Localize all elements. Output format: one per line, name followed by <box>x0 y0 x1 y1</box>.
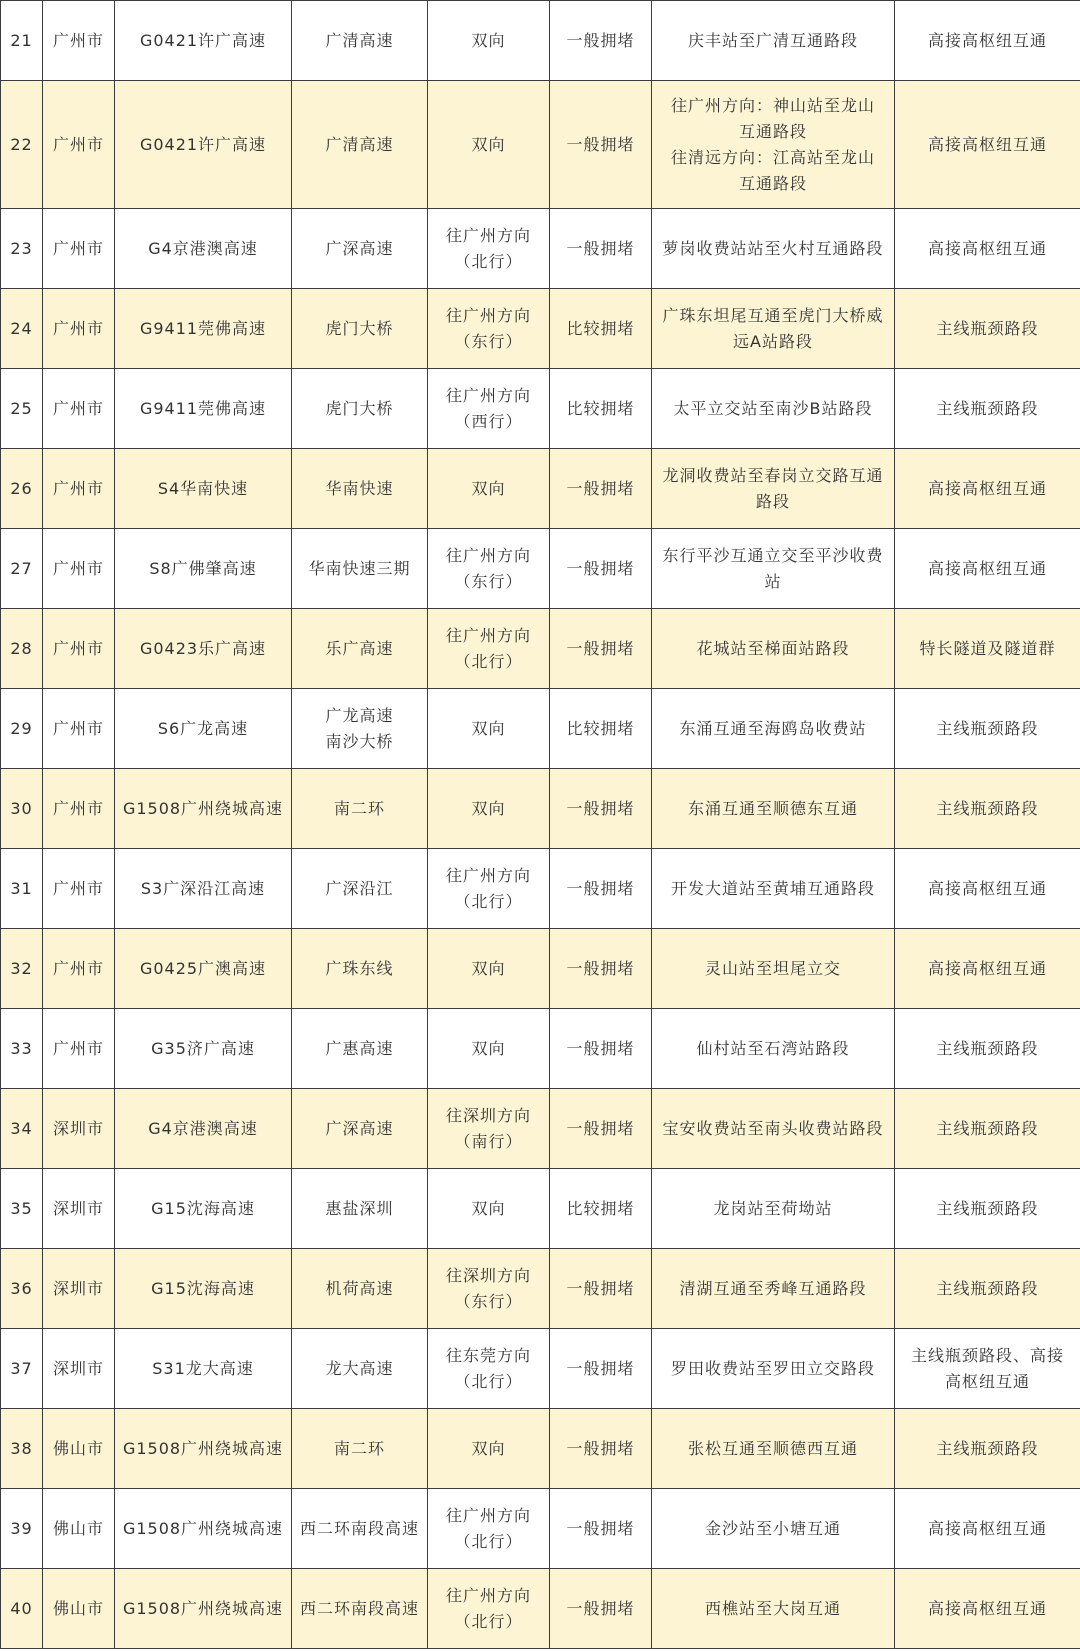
city-cell: 广州市 <box>43 449 115 529</box>
route-cell: G0421许广高速 <box>115 81 292 209</box>
city-cell: 深圳市 <box>43 1089 115 1169</box>
location-cell: 东涌互通至顺德东互通 <box>652 769 895 849</box>
direction-cell: 往广州方向 （北行） <box>428 849 550 929</box>
route-cell: S6广龙高速 <box>115 689 292 769</box>
table-body <box>1 1 1080 1649</box>
route-cell: S31龙大高速 <box>115 1329 292 1409</box>
direction-cell: 往东莞方向 （北行） <box>428 1329 550 1409</box>
table-row <box>1 1569 1080 1649</box>
direction-cell: 双向 <box>428 1 550 81</box>
route-cell: S3广深沿江高速 <box>115 849 292 929</box>
location-cell: 萝岗收费站站至火村互通路段 <box>652 209 895 289</box>
route-cell: G9411莞佛高速 <box>115 289 292 369</box>
city-cell: 广州市 <box>43 1 115 81</box>
direction-cell: 双向 <box>428 81 550 209</box>
route-cell: S8广佛肇高速 <box>115 529 292 609</box>
cause-cell: 主线瓶颈路段 <box>895 1089 1080 1169</box>
direction-cell: 往广州方向 （西行） <box>428 369 550 449</box>
section-cell: 西二环南段高速 <box>292 1569 428 1649</box>
congestion-level-cell: 一般拥堵 <box>550 1009 652 1089</box>
cause-cell: 高接高枢纽互通 <box>895 1569 1080 1649</box>
row-number-cell: 24 <box>1 289 43 369</box>
table-row <box>1 449 1080 529</box>
row-number-cell: 28 <box>1 609 43 689</box>
section-cell: 惠盐深圳 <box>292 1169 428 1249</box>
section-cell: 虎门大桥 <box>292 369 428 449</box>
row-number-cell: 26 <box>1 449 43 529</box>
route-cell: G1508广州绕城高速 <box>115 1409 292 1489</box>
location-cell: 庆丰站至广清互通路段 <box>652 1 895 81</box>
section-cell: 华南快速三期 <box>292 529 428 609</box>
location-cell: 龙岗站至荷坳站 <box>652 1169 895 1249</box>
row-number-cell: 39 <box>1 1489 43 1569</box>
section-cell: 南二环 <box>292 1409 428 1489</box>
congestion-level-cell: 比较拥堵 <box>550 289 652 369</box>
section-cell: 广深沿江 <box>292 849 428 929</box>
direction-cell: 往深圳方向 （南行） <box>428 1089 550 1169</box>
location-cell: 花城站至梯面站路段 <box>652 609 895 689</box>
city-cell: 佛山市 <box>43 1489 115 1569</box>
route-cell: G15沈海高速 <box>115 1169 292 1249</box>
cause-cell: 主线瓶颈路段 <box>895 1249 1080 1329</box>
city-cell: 广州市 <box>43 209 115 289</box>
route-cell: G0423乐广高速 <box>115 609 292 689</box>
location-cell: 宝安收费站至南头收费站路段 <box>652 1089 895 1169</box>
location-cell: 东行平沙互通立交至平沙收费 站 <box>652 529 895 609</box>
congestion-level-cell: 一般拥堵 <box>550 609 652 689</box>
row-number-cell: 35 <box>1 1169 43 1249</box>
city-cell: 广州市 <box>43 81 115 209</box>
congestion-level-cell: 一般拥堵 <box>550 1249 652 1329</box>
row-number-cell: 21 <box>1 1 43 81</box>
location-cell: 广珠东坦尾互通至虎门大桥威 远A站路段 <box>652 289 895 369</box>
section-cell: 虎门大桥 <box>292 289 428 369</box>
congestion-level-cell: 比较拥堵 <box>550 689 652 769</box>
direction-cell: 往广州方向 （北行） <box>428 1569 550 1649</box>
city-cell: 广州市 <box>43 689 115 769</box>
route-cell: G4京港澳高速 <box>115 209 292 289</box>
section-cell: 机荷高速 <box>292 1249 428 1329</box>
city-cell: 广州市 <box>43 609 115 689</box>
row-number-cell: 30 <box>1 769 43 849</box>
cause-cell: 主线瓶颈路段 <box>895 689 1080 769</box>
cause-cell: 高接高枢纽互通 <box>895 81 1080 209</box>
location-cell: 灵山站至坦尾立交 <box>652 929 895 1009</box>
location-cell: 西樵站至大岗互通 <box>652 1569 895 1649</box>
route-cell: G4京港澳高速 <box>115 1089 292 1169</box>
cause-cell: 高接高枢纽互通 <box>895 1 1080 81</box>
section-cell: 乐广高速 <box>292 609 428 689</box>
city-cell: 广州市 <box>43 849 115 929</box>
section-cell: 广珠东线 <box>292 929 428 1009</box>
city-cell: 佛山市 <box>43 1569 115 1649</box>
location-cell: 清湖互通至秀峰互通路段 <box>652 1249 895 1329</box>
congestion-level-cell: 一般拥堵 <box>550 449 652 529</box>
cause-cell: 高接高枢纽互通 <box>895 1489 1080 1569</box>
table-row <box>1 1409 1080 1489</box>
direction-cell: 双向 <box>428 769 550 849</box>
table-row <box>1 769 1080 849</box>
direction-cell: 往广州方向 （东行） <box>428 289 550 369</box>
table-row <box>1 1089 1080 1169</box>
route-cell: G1508广州绕城高速 <box>115 769 292 849</box>
row-number-cell: 33 <box>1 1009 43 1089</box>
congestion-level-cell: 一般拥堵 <box>550 929 652 1009</box>
location-cell: 罗田收费站至罗田立交路段 <box>652 1329 895 1409</box>
city-cell: 广州市 <box>43 369 115 449</box>
location-cell: 龙洞收费站至春岗立交路互通 路段 <box>652 449 895 529</box>
route-cell: G1508广州绕城高速 <box>115 1569 292 1649</box>
route-cell: G15沈海高速 <box>115 1249 292 1329</box>
route-cell: G0421许广高速 <box>115 1 292 81</box>
section-cell: 广深高速 <box>292 1089 428 1169</box>
table-row <box>1 689 1080 769</box>
congestion-level-cell: 一般拥堵 <box>550 1409 652 1489</box>
congestion-level-cell: 一般拥堵 <box>550 1 652 81</box>
cause-cell: 高接高枢纽互通 <box>895 209 1080 289</box>
section-cell: 南二环 <box>292 769 428 849</box>
cause-cell: 高接高枢纽互通 <box>895 529 1080 609</box>
city-cell: 深圳市 <box>43 1169 115 1249</box>
location-cell: 仙村站至石湾站路段 <box>652 1009 895 1089</box>
congestion-level-cell: 一般拥堵 <box>550 769 652 849</box>
direction-cell: 双向 <box>428 929 550 1009</box>
cause-cell: 主线瓶颈路段 <box>895 1009 1080 1089</box>
row-number-cell: 25 <box>1 369 43 449</box>
section-cell: 广龙高速 南沙大桥 <box>292 689 428 769</box>
row-number-cell: 27 <box>1 529 43 609</box>
section-cell: 广深高速 <box>292 209 428 289</box>
direction-cell: 双向 <box>428 449 550 529</box>
table-row <box>1 529 1080 609</box>
cause-cell: 高接高枢纽互通 <box>895 929 1080 1009</box>
table-row <box>1 849 1080 929</box>
cause-cell: 主线瓶颈路段 <box>895 369 1080 449</box>
row-number-cell: 32 <box>1 929 43 1009</box>
cause-cell: 高接高枢纽互通 <box>895 449 1080 529</box>
congestion-level-cell: 一般拥堵 <box>550 209 652 289</box>
cause-cell: 主线瓶颈路段 <box>895 1169 1080 1249</box>
table-row <box>1 1489 1080 1569</box>
congestion-level-cell: 一般拥堵 <box>550 1569 652 1649</box>
location-cell: 太平立交站至南沙B站路段 <box>652 369 895 449</box>
location-cell: 金沙站至小塘互通 <box>652 1489 895 1569</box>
table-row <box>1 929 1080 1009</box>
route-cell: S4华南快速 <box>115 449 292 529</box>
section-cell: 广惠高速 <box>292 1009 428 1089</box>
table-row <box>1 1249 1080 1329</box>
section-cell: 华南快速 <box>292 449 428 529</box>
congestion-level-cell: 比较拥堵 <box>550 1169 652 1249</box>
row-number-cell: 31 <box>1 849 43 929</box>
direction-cell: 双向 <box>428 1169 550 1249</box>
cause-cell: 主线瓶颈路段 <box>895 1409 1080 1489</box>
row-number-cell: 34 <box>1 1089 43 1169</box>
congestion-level-cell: 一般拥堵 <box>550 529 652 609</box>
route-cell: G9411莞佛高速 <box>115 369 292 449</box>
table-row <box>1 1329 1080 1409</box>
table-row <box>1 209 1080 289</box>
location-cell: 张松互通至顺德西互通 <box>652 1409 895 1489</box>
congestion-level-cell: 一般拥堵 <box>550 1489 652 1569</box>
cause-cell: 主线瓶颈路段、高接 高枢纽互通 <box>895 1329 1080 1409</box>
congestion-level-cell: 一般拥堵 <box>550 849 652 929</box>
direction-cell: 双向 <box>428 689 550 769</box>
row-number-cell: 22 <box>1 81 43 209</box>
table-row <box>1 609 1080 689</box>
route-cell: G35济广高速 <box>115 1009 292 1089</box>
direction-cell: 双向 <box>428 1409 550 1489</box>
row-number-cell: 29 <box>1 689 43 769</box>
congestion-level-cell: 比较拥堵 <box>550 369 652 449</box>
route-cell: G1508广州绕城高速 <box>115 1489 292 1569</box>
direction-cell: 往深圳方向 （东行） <box>428 1249 550 1329</box>
city-cell: 广州市 <box>43 529 115 609</box>
direction-cell: 往广州方向 （北行） <box>428 609 550 689</box>
row-number-cell: 37 <box>1 1329 43 1409</box>
direction-cell: 往广州方向 （东行） <box>428 529 550 609</box>
city-cell: 广州市 <box>43 769 115 849</box>
city-cell: 广州市 <box>43 1009 115 1089</box>
section-cell: 龙大高速 <box>292 1329 428 1409</box>
cause-cell: 主线瓶颈路段 <box>895 289 1080 369</box>
table-row <box>1 1169 1080 1249</box>
location-cell: 东涌互通至海鸥岛收费站 <box>652 689 895 769</box>
row-number-cell: 23 <box>1 209 43 289</box>
city-cell: 广州市 <box>43 289 115 369</box>
direction-cell: 双向 <box>428 1009 550 1089</box>
route-cell: G0425广澳高速 <box>115 929 292 1009</box>
cause-cell: 特长隧道及隧道群 <box>895 609 1080 689</box>
table-row <box>1 81 1080 209</box>
city-cell: 深圳市 <box>43 1249 115 1329</box>
table-row <box>1 1009 1080 1089</box>
table-row <box>1 1 1080 81</box>
congestion-level-cell: 一般拥堵 <box>550 81 652 209</box>
row-number-cell: 38 <box>1 1409 43 1489</box>
city-cell: 广州市 <box>43 929 115 1009</box>
direction-cell: 往广州方向 （北行） <box>428 1489 550 1569</box>
city-cell: 佛山市 <box>43 1409 115 1489</box>
city-cell: 深圳市 <box>43 1329 115 1409</box>
cause-cell: 主线瓶颈路段 <box>895 769 1080 849</box>
section-cell: 西二环南段高速 <box>292 1489 428 1569</box>
section-cell: 广清高速 <box>292 81 428 209</box>
table-row <box>1 289 1080 369</box>
row-number-cell: 40 <box>1 1569 43 1649</box>
location-cell: 往广州方向：神山站至龙山 互通路段 往清远方向：江高站至龙山 互通路段 <box>652 81 895 209</box>
congestion-level-cell: 一般拥堵 <box>550 1329 652 1409</box>
congestion-level-cell: 一般拥堵 <box>550 1089 652 1169</box>
section-cell: 广清高速 <box>292 1 428 81</box>
row-number-cell: 36 <box>1 1249 43 1329</box>
cause-cell: 高接高枢纽互通 <box>895 849 1080 929</box>
direction-cell: 往广州方向 （北行） <box>428 209 550 289</box>
table-row <box>1 369 1080 449</box>
location-cell: 开发大道站至黄埔互通路段 <box>652 849 895 929</box>
